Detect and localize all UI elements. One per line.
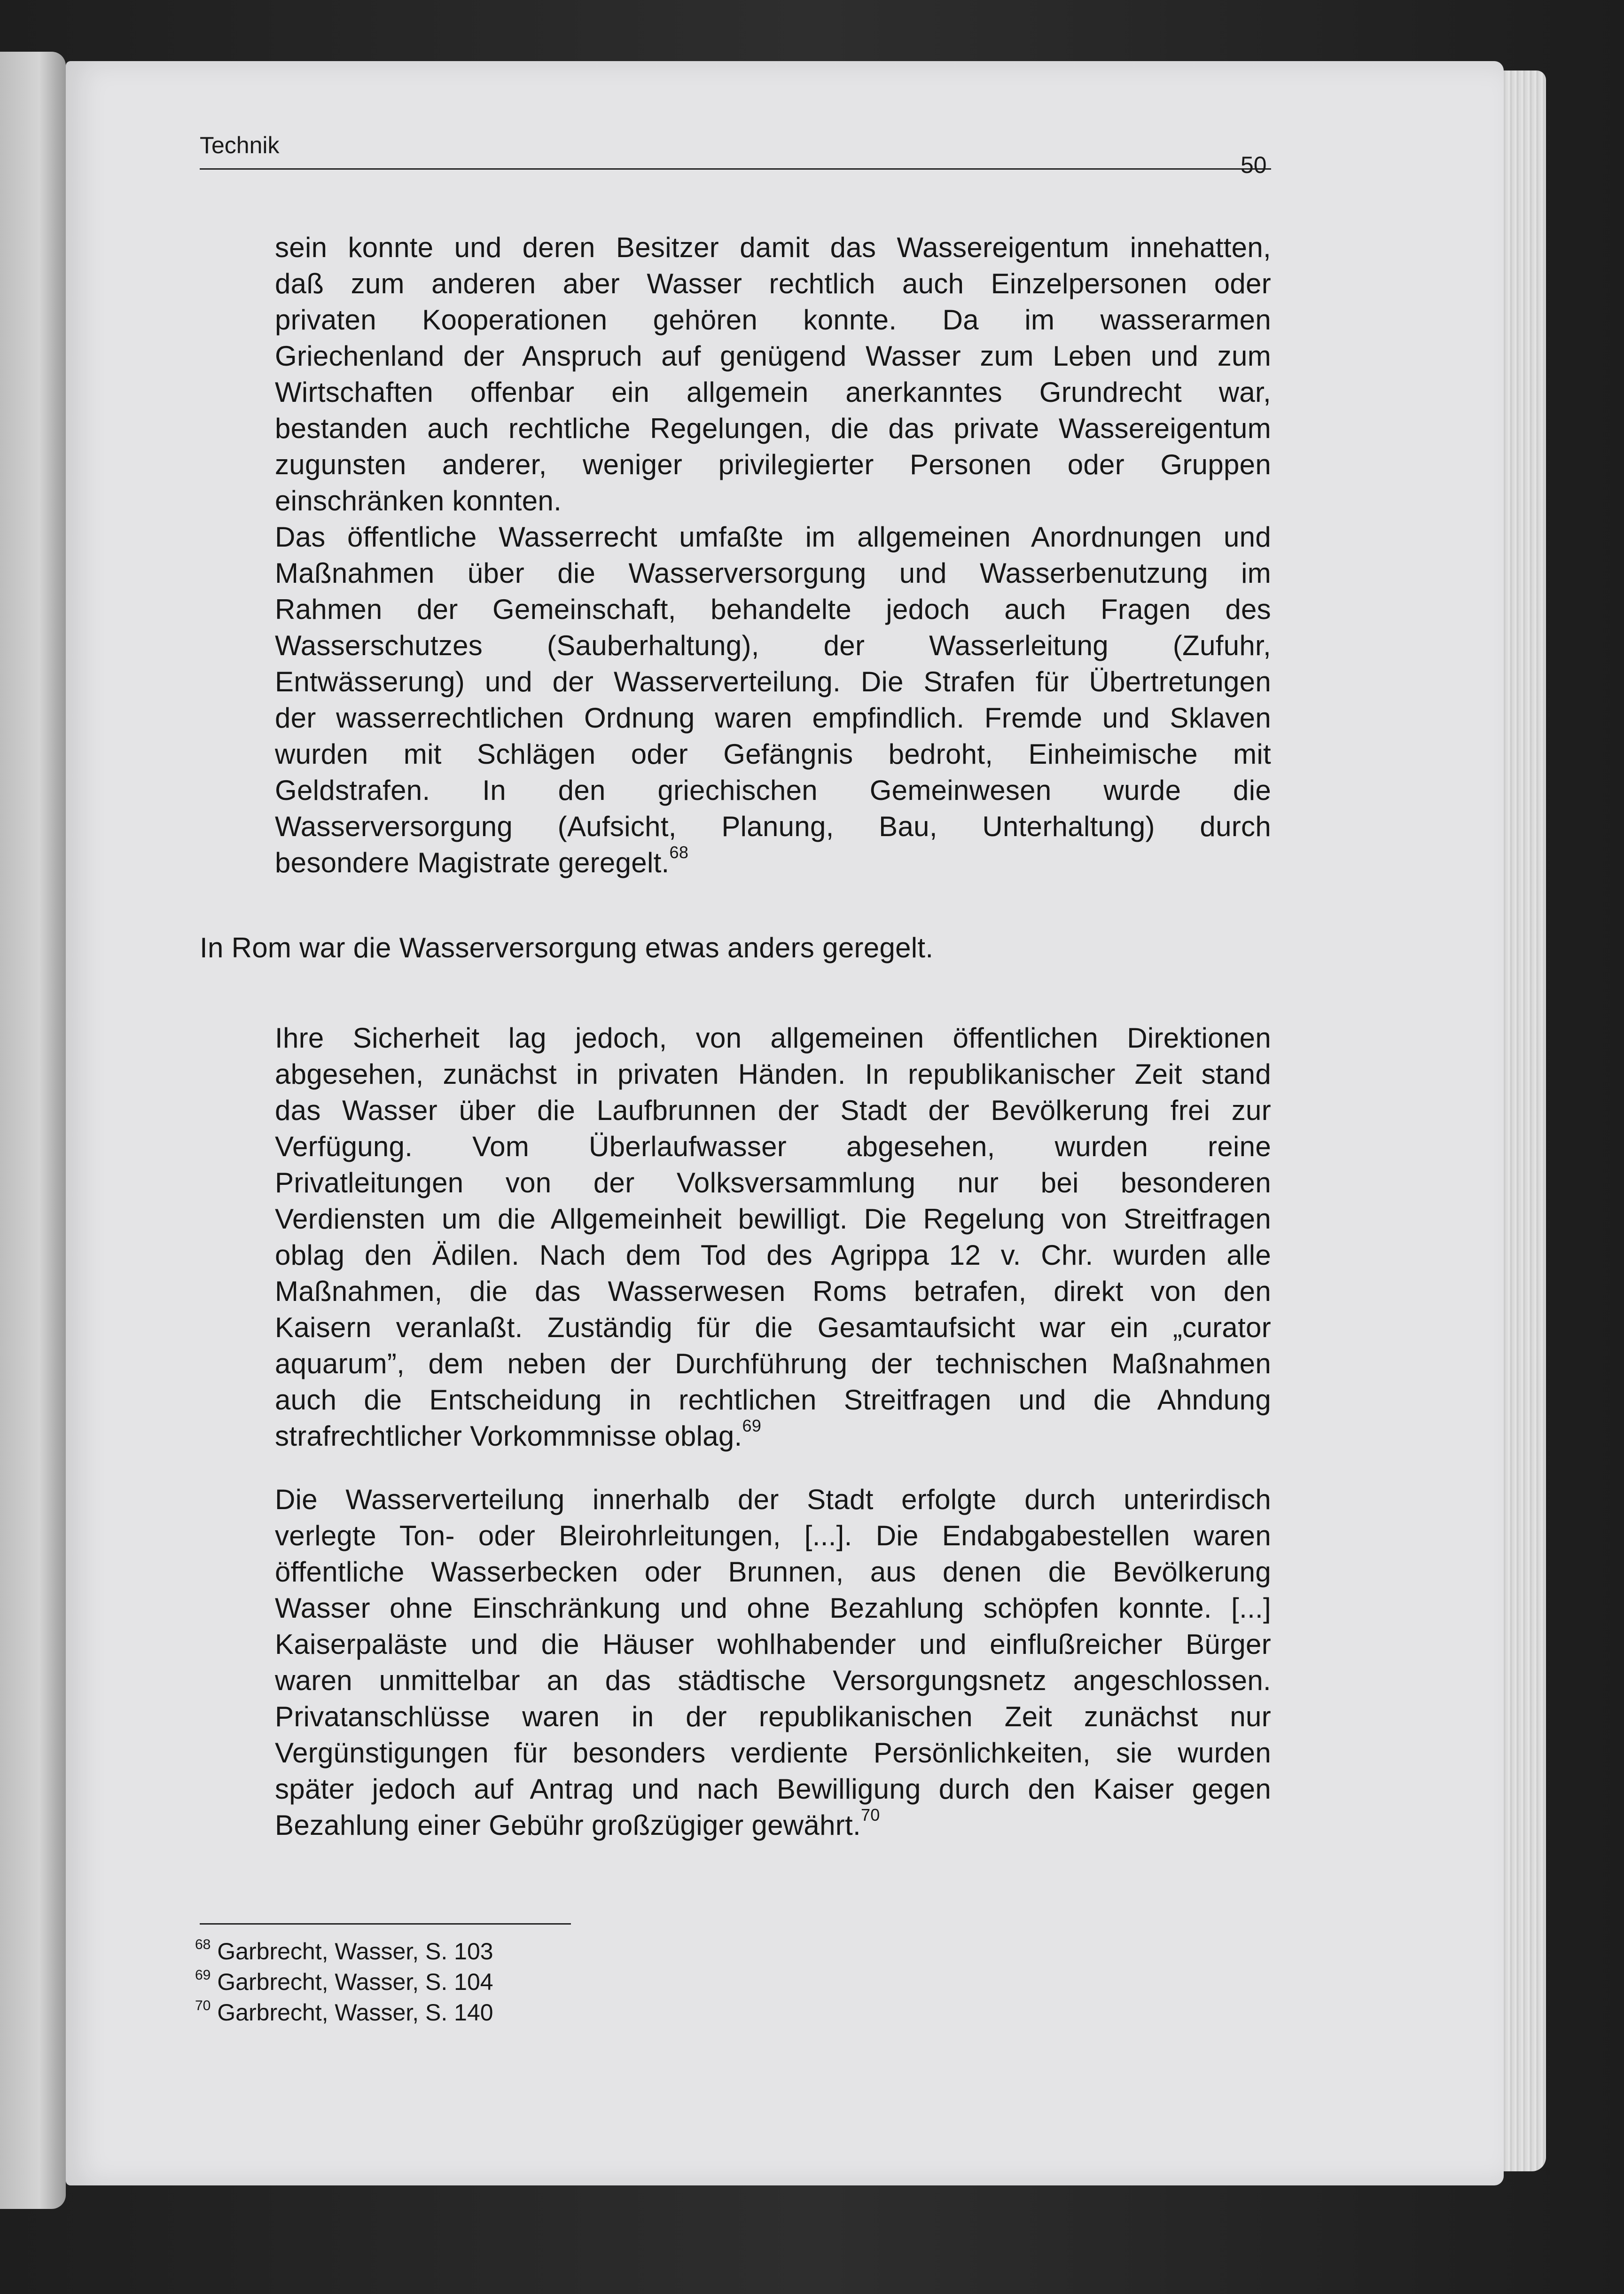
text-line: bestanden auch rechtliche Regelungen, die das private Wassereigentum bbox=[275, 413, 1271, 444]
last-line-text: besondere Magistrate geregelt. bbox=[275, 847, 670, 878]
text-line: abgesehen, zunächst in privaten Händen. In republikanischer Zeit stand bbox=[275, 1058, 1271, 1090]
text-line: öffentliche Wasserbecken oder Brunnen, aus denen die Bevölkerung bbox=[275, 1556, 1271, 1588]
text-line: aquarum”, dem neben der Durchführung der technischen Maßnahmen bbox=[275, 1348, 1271, 1379]
text-line-last bbox=[275, 1418, 1271, 1454]
footnote-text: Garbrecht, Wasser, S. 140 bbox=[217, 1999, 493, 2026]
footnotes bbox=[195, 1936, 493, 2028]
text-line: Wasserschutzes (Sauberhaltung), der Wasserleitung (Zufuhr, bbox=[275, 630, 1271, 661]
text-line: Wasserversorgung (Aufsicht, Planung, Bau, Unterhaltung) durch bbox=[275, 811, 1271, 842]
text-line: Griechenland der Anspruch auf genügend Wasser zum Leben und zum bbox=[275, 340, 1271, 372]
text-line: Maßnahmen, die das Wasserwesen Roms betrafen, direkt von den bbox=[275, 1276, 1271, 1307]
footnote bbox=[195, 1997, 493, 2028]
text-line: oblag den Ädilen. Nach dem Tod des Agrippa 12 v. Chr. wurden alle bbox=[275, 1239, 1271, 1271]
text-line: Vergünstigungen für besonders verdiente Persönlichkeiten, sie wurden bbox=[275, 1737, 1271, 1769]
text-line: Entwässerung) und der Wasserverteilung. Die Strafen für Übertretungen bbox=[275, 666, 1271, 697]
text-line: Kaiserpaläste und die Häuser wohlhabender und einflußreicher Bürger bbox=[275, 1629, 1271, 1660]
text-line: zugunsten anderer, weniger privilegierter Personen oder Gruppen bbox=[275, 449, 1271, 480]
footnote-separator bbox=[200, 1923, 571, 1925]
left-page-edge bbox=[0, 52, 66, 2209]
footnote-ref-68: 68 bbox=[669, 843, 689, 862]
block-quote-2 bbox=[275, 1020, 1271, 1454]
text-line: waren unmittelbar an das städtische Versorgungsnetz angeschlossen. bbox=[275, 1665, 1271, 1696]
text-line: einschränken konnten. bbox=[275, 485, 562, 517]
block-quote-3 bbox=[275, 1481, 1271, 1843]
text-line: wurden mit Schlägen oder Gefängnis bedroht, Einheimische mit bbox=[275, 738, 1271, 770]
block-quote-1 bbox=[275, 229, 1271, 881]
text-line: Privatleitungen von der Volksversammlung nur bei besonderen bbox=[275, 1167, 1271, 1198]
text-line: Maßnahmen über die Wasserversorgung und Wasserbenutzung im bbox=[275, 557, 1271, 589]
footnote bbox=[195, 1936, 493, 1967]
text-line: auch die Entscheidung in rechtlichen Streitfragen und die Ahndung bbox=[275, 1384, 1271, 1416]
page-number: 50 bbox=[1241, 152, 1267, 178]
text-line: privaten Kooperationen gehören konnte. Da im wasserarmen bbox=[275, 304, 1271, 336]
text-line: verlegte Ton- oder Bleirohrleitungen, [...]. Die Endabgabestellen waren bbox=[275, 1520, 1271, 1551]
last-line-text: Bezahlung einer Gebühr großzügiger gewährt. bbox=[275, 1809, 861, 1841]
text-line: Rahmen der Gemeinschaft, behandelte jedoch auch Fragen des bbox=[275, 594, 1271, 625]
text-line: Wasser ohne Einschränkung und ohne Bezahlung schöpfen konnte. [...] bbox=[275, 1592, 1271, 1624]
last-line-text: strafrechtlicher Vorkommnisse oblag. bbox=[275, 1420, 742, 1452]
footnote bbox=[195, 1967, 493, 1997]
footnote-number: 69 bbox=[195, 1967, 211, 1983]
text-line: Verdiensten um die Allgemeinheit bewilligt. Die Regelung von Streitfragen bbox=[275, 1203, 1271, 1235]
text-line: Ihre Sicherheit lag jedoch, von allgemeinen öffentlichen Direktionen bbox=[275, 1022, 1271, 1054]
header-rule bbox=[200, 168, 1271, 170]
text-line-last bbox=[275, 845, 1271, 881]
running-header-title: Technik bbox=[200, 132, 280, 158]
text-line: der wasserrechtlichen Ordnung waren empfindlich. Fremde und Sklaven bbox=[275, 702, 1271, 734]
body-paragraph bbox=[200, 930, 1271, 966]
footnote-number: 70 bbox=[195, 1998, 211, 2013]
text-line: Das öffentliche Wasserrecht umfaßte im allgemeinen Anordnungen und bbox=[275, 521, 1271, 553]
footnote-number: 68 bbox=[195, 1937, 211, 1952]
text-line-last bbox=[275, 1807, 1271, 1843]
footnote-text: Garbrecht, Wasser, S. 103 bbox=[217, 1938, 493, 1965]
text-line: Kaisern veranlaßt. Zuständig für die Gesamtaufsicht war ein „curator bbox=[275, 1312, 1271, 1343]
footnote-ref-69: 69 bbox=[742, 1416, 762, 1435]
footnote-text: Garbrecht, Wasser, S. 104 bbox=[217, 1969, 493, 1995]
paragraph-text: In Rom war die Wasserversorgung etwas anders geregelt. bbox=[200, 932, 934, 963]
text-line: das Wasser über die Laufbrunnen der Stadt der Bevölkerung frei zur bbox=[275, 1095, 1271, 1126]
text-line: sein konnte und deren Besitzer damit das Wassereigentum innehatten, bbox=[275, 232, 1271, 263]
text-line: später jedoch auf Antrag und nach Bewilligung durch den Kaiser gegen bbox=[275, 1773, 1271, 1805]
footnote-ref-70: 70 bbox=[860, 1805, 880, 1824]
text-line: Privatanschlüsse waren in der republikanischen Zeit zunächst nur bbox=[275, 1701, 1271, 1732]
text-line: daß zum anderen aber Wasser rechtlich auch Einzelpersonen oder bbox=[275, 268, 1271, 299]
text-line: Die Wasserverteilung innerhalb der Stadt erfolgte durch unterirdisch bbox=[275, 1484, 1271, 1515]
text-line: Wirtschaften offenbar ein allgemein anerkanntes Grundrecht war, bbox=[275, 376, 1271, 408]
text-line: Verfügung. Vom Überlaufwasser abgesehen, wurden reine bbox=[275, 1131, 1271, 1162]
text-line: Geldstrafen. In den griechischen Gemeinwesen wurde die bbox=[275, 775, 1271, 806]
